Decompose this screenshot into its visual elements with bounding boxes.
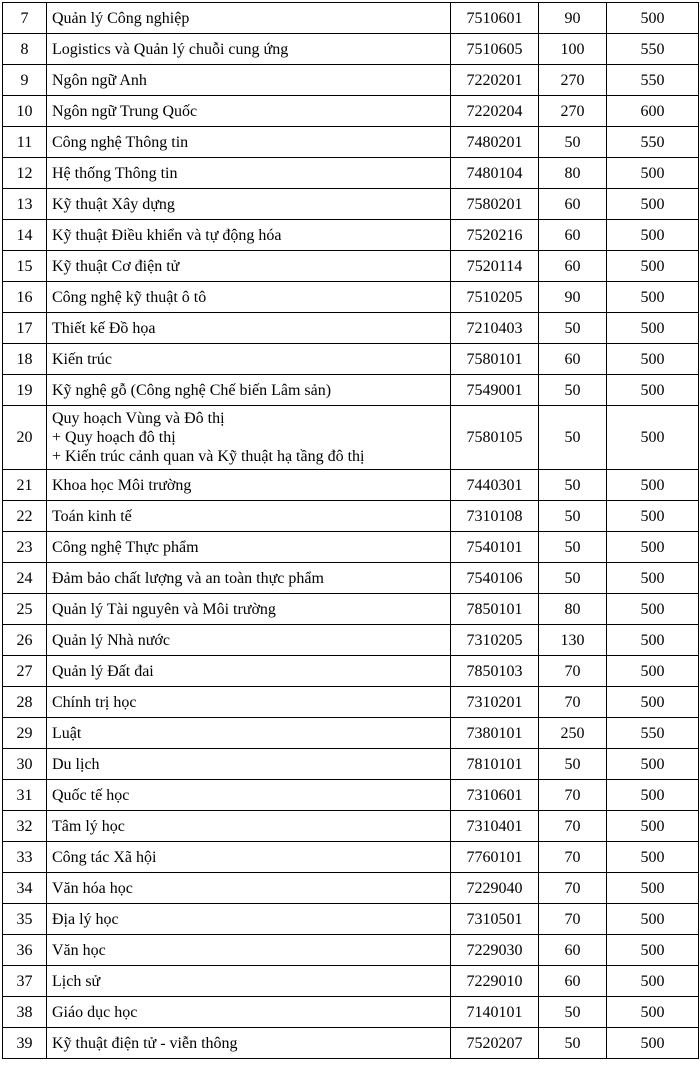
quota-cell: 80 bbox=[539, 594, 607, 625]
major-name-line: Logistics và Quản lý chuỗi cung ứng bbox=[52, 40, 289, 58]
table-row bbox=[3, 811, 699, 842]
quota-cell: 60 bbox=[539, 189, 607, 220]
quota-cell: 250 bbox=[539, 718, 607, 749]
quota-cell: 50 bbox=[539, 375, 607, 406]
major-name-cell bbox=[47, 96, 451, 127]
fee-cell: 500 bbox=[607, 966, 699, 997]
table-row bbox=[3, 3, 699, 34]
major-code-cell: 7220201 bbox=[451, 65, 539, 96]
fee-cell: 550 bbox=[607, 65, 699, 96]
major-name-line: Chính trị học bbox=[52, 693, 137, 711]
table-row bbox=[3, 966, 699, 997]
major-name-cell bbox=[47, 873, 451, 904]
major-name-cell bbox=[47, 935, 451, 966]
major-name-cell bbox=[47, 532, 451, 563]
quota-cell: 100 bbox=[539, 34, 607, 65]
quota-cell: 50 bbox=[539, 563, 607, 594]
major-code-cell: 7310108 bbox=[451, 501, 539, 532]
major-code-cell: 7480104 bbox=[451, 158, 539, 189]
table-row bbox=[3, 594, 699, 625]
row-number-cell: 16 bbox=[3, 282, 47, 313]
row-number-cell: 39 bbox=[3, 1028, 47, 1059]
table-row bbox=[3, 563, 699, 594]
table-row bbox=[3, 406, 699, 470]
major-name-line: Lịch sử bbox=[52, 972, 101, 990]
table-row bbox=[3, 1028, 699, 1059]
row-number-cell: 15 bbox=[3, 251, 47, 282]
table-row bbox=[3, 780, 699, 811]
table-row bbox=[3, 873, 699, 904]
major-name-line: Quản lý Tài nguyên và Môi trường bbox=[52, 600, 276, 618]
table-row bbox=[3, 687, 699, 718]
major-name-line: + Quy hoạch đô thị bbox=[52, 429, 176, 446]
row-number-cell: 28 bbox=[3, 687, 47, 718]
major-name-line: + Kiến trúc cảnh quan và Kỹ thuật hạ tầng đô thị bbox=[52, 448, 365, 465]
row-number-cell: 32 bbox=[3, 811, 47, 842]
major-code-cell: 7580105 bbox=[451, 406, 539, 470]
fee-cell: 500 bbox=[607, 532, 699, 563]
row-number-cell: 20 bbox=[3, 406, 47, 470]
major-name-line: Ngôn ngữ Trung Quốc bbox=[52, 102, 198, 120]
major-name-cell bbox=[47, 3, 451, 34]
fee-cell: 500 bbox=[607, 189, 699, 220]
table-row bbox=[3, 904, 699, 935]
fee-cell: 550 bbox=[607, 718, 699, 749]
row-number-cell: 22 bbox=[3, 501, 47, 532]
major-code-cell: 7310501 bbox=[451, 904, 539, 935]
quota-cell: 50 bbox=[539, 749, 607, 780]
row-number-cell: 30 bbox=[3, 749, 47, 780]
quota-cell: 70 bbox=[539, 656, 607, 687]
table-row bbox=[3, 158, 699, 189]
major-name-cell bbox=[47, 811, 451, 842]
row-number-cell: 7 bbox=[3, 3, 47, 34]
major-code-cell: 7310201 bbox=[451, 687, 539, 718]
major-code-cell: 7510605 bbox=[451, 34, 539, 65]
major-name-cell bbox=[47, 220, 451, 251]
quota-cell: 270 bbox=[539, 65, 607, 96]
quota-cell: 60 bbox=[539, 966, 607, 997]
quota-cell: 60 bbox=[539, 251, 607, 282]
row-number-cell: 18 bbox=[3, 344, 47, 375]
table-row bbox=[3, 375, 699, 406]
major-name-line: Quản lý Nhà nước bbox=[52, 631, 170, 649]
major-name-line: Kiến trúc bbox=[52, 350, 112, 368]
fee-cell: 500 bbox=[607, 811, 699, 842]
table-row bbox=[3, 501, 699, 532]
fee-cell: 500 bbox=[607, 687, 699, 718]
major-code-cell: 7229010 bbox=[451, 966, 539, 997]
major-name-cell bbox=[47, 501, 451, 532]
major-name-cell bbox=[47, 749, 451, 780]
major-name-cell bbox=[47, 997, 451, 1028]
quota-cell: 60 bbox=[539, 344, 607, 375]
row-number-cell: 35 bbox=[3, 904, 47, 935]
row-number-cell: 8 bbox=[3, 34, 47, 65]
quota-cell: 60 bbox=[539, 935, 607, 966]
major-code-cell: 7850101 bbox=[451, 594, 539, 625]
quota-cell: 70 bbox=[539, 873, 607, 904]
fee-cell: 500 bbox=[607, 935, 699, 966]
major-name-line: Hệ thống Thông tin bbox=[52, 164, 178, 182]
major-code-cell: 7140101 bbox=[451, 997, 539, 1028]
major-code-cell: 7380101 bbox=[451, 718, 539, 749]
major-code-cell: 7520114 bbox=[451, 251, 539, 282]
fee-cell: 500 bbox=[607, 344, 699, 375]
major-name-cell bbox=[47, 1028, 451, 1059]
major-name-line: Công nghệ Thông tin bbox=[52, 133, 189, 151]
quota-cell: 60 bbox=[539, 220, 607, 251]
fee-cell: 550 bbox=[607, 127, 699, 158]
major-code-cell: 7810101 bbox=[451, 749, 539, 780]
major-name-cell bbox=[47, 127, 451, 158]
table-row bbox=[3, 65, 699, 96]
major-name-cell bbox=[47, 470, 451, 501]
fee-cell: 500 bbox=[607, 997, 699, 1028]
table-row bbox=[3, 251, 699, 282]
major-name-cell bbox=[47, 625, 451, 656]
fee-cell: 500 bbox=[607, 594, 699, 625]
quota-cell: 70 bbox=[539, 904, 607, 935]
major-name-line: Quản lý Công nghiệp bbox=[52, 9, 190, 27]
major-name-line: Văn hóa học bbox=[52, 879, 133, 897]
major-code-cell: 7480201 bbox=[451, 127, 539, 158]
row-number-cell: 36 bbox=[3, 935, 47, 966]
major-name-cell bbox=[47, 687, 451, 718]
row-number-cell: 31 bbox=[3, 780, 47, 811]
major-code-cell: 7510205 bbox=[451, 282, 539, 313]
major-code-cell: 7580101 bbox=[451, 344, 539, 375]
major-name-cell bbox=[47, 718, 451, 749]
table-row bbox=[3, 656, 699, 687]
major-name-line: Quản lý Đất đai bbox=[52, 662, 154, 680]
major-name-cell bbox=[47, 65, 451, 96]
row-number-cell: 37 bbox=[3, 966, 47, 997]
major-name-line: Văn học bbox=[52, 941, 106, 959]
row-number-cell: 12 bbox=[3, 158, 47, 189]
majors-table-body bbox=[3, 3, 699, 1059]
row-number-cell: 17 bbox=[3, 313, 47, 344]
fee-cell: 500 bbox=[607, 904, 699, 935]
major-name-line: Thiết kế Đồ họa bbox=[52, 319, 156, 337]
major-code-cell: 7520207 bbox=[451, 1028, 539, 1059]
table-row bbox=[3, 718, 699, 749]
fee-cell: 500 bbox=[607, 873, 699, 904]
fee-cell: 500 bbox=[607, 220, 699, 251]
quota-cell: 50 bbox=[539, 997, 607, 1028]
quota-cell: 80 bbox=[539, 158, 607, 189]
quota-cell: 70 bbox=[539, 811, 607, 842]
major-name-line: Kỹ thuật Xây dựng bbox=[52, 195, 175, 213]
fee-cell: 500 bbox=[607, 501, 699, 532]
major-code-cell: 7310205 bbox=[451, 625, 539, 656]
table-row bbox=[3, 842, 699, 873]
major-name-line: Giáo dục học bbox=[52, 1003, 138, 1021]
table-row bbox=[3, 96, 699, 127]
row-number-cell: 14 bbox=[3, 220, 47, 251]
major-name-line: Kỹ thuật Cơ điện tử bbox=[52, 257, 180, 275]
major-name-cell bbox=[47, 966, 451, 997]
major-name-line: Quốc tế học bbox=[52, 786, 130, 804]
row-number-cell: 34 bbox=[3, 873, 47, 904]
row-number-cell: 23 bbox=[3, 532, 47, 563]
major-name-cell bbox=[47, 344, 451, 375]
major-name-line: Kỹ thuật Điều khiển và tự động hóa bbox=[52, 226, 282, 244]
major-name-line: Đảm bảo chất lượng và an toàn thực phẩm bbox=[52, 569, 324, 587]
major-code-cell: 7210403 bbox=[451, 313, 539, 344]
quota-cell: 50 bbox=[539, 470, 607, 501]
table-row bbox=[3, 532, 699, 563]
major-code-cell: 7580201 bbox=[451, 189, 539, 220]
row-number-cell: 24 bbox=[3, 563, 47, 594]
fee-cell: 500 bbox=[607, 375, 699, 406]
major-code-cell: 7540106 bbox=[451, 563, 539, 594]
fee-cell: 500 bbox=[607, 1028, 699, 1059]
major-name-line: Khoa học Môi trường bbox=[52, 476, 192, 494]
major-name-line: Ngôn ngữ Anh bbox=[52, 71, 147, 89]
table-row bbox=[3, 127, 699, 158]
fee-cell: 500 bbox=[607, 842, 699, 873]
table-row bbox=[3, 749, 699, 780]
major-code-cell: 7310601 bbox=[451, 780, 539, 811]
quota-cell: 50 bbox=[539, 501, 607, 532]
major-name-line: Tâm lý học bbox=[52, 817, 125, 835]
major-name-line: Công nghệ kỹ thuật ô tô bbox=[52, 288, 207, 306]
fee-cell: 500 bbox=[607, 563, 699, 594]
table-row bbox=[3, 935, 699, 966]
row-number-cell: 19 bbox=[3, 375, 47, 406]
row-number-cell: 21 bbox=[3, 470, 47, 501]
major-name-line: Công nghệ Thực phẩm bbox=[52, 538, 199, 556]
quota-cell: 70 bbox=[539, 780, 607, 811]
quota-cell: 70 bbox=[539, 687, 607, 718]
major-name-cell bbox=[47, 251, 451, 282]
table-row bbox=[3, 997, 699, 1028]
quota-cell: 50 bbox=[539, 127, 607, 158]
major-name-cell bbox=[47, 842, 451, 873]
row-number-cell: 11 bbox=[3, 127, 47, 158]
row-number-cell: 26 bbox=[3, 625, 47, 656]
row-number-cell: 9 bbox=[3, 65, 47, 96]
major-name-line: Luật bbox=[52, 724, 82, 742]
major-code-cell: 7510601 bbox=[451, 3, 539, 34]
quota-cell: 50 bbox=[539, 1028, 607, 1059]
table-row bbox=[3, 470, 699, 501]
quota-cell: 50 bbox=[539, 532, 607, 563]
major-name-cell bbox=[47, 594, 451, 625]
major-name-cell bbox=[47, 904, 451, 935]
row-number-cell: 25 bbox=[3, 594, 47, 625]
major-name-line: Du lịch bbox=[52, 755, 100, 773]
major-code-cell: 7220204 bbox=[451, 96, 539, 127]
major-code-cell: 7440301 bbox=[451, 470, 539, 501]
major-name-cell bbox=[47, 375, 451, 406]
major-name-cell bbox=[47, 406, 451, 470]
fee-cell: 500 bbox=[607, 158, 699, 189]
fee-cell: 500 bbox=[607, 656, 699, 687]
row-number-cell: 13 bbox=[3, 189, 47, 220]
major-name-cell bbox=[47, 282, 451, 313]
major-name-cell bbox=[47, 656, 451, 687]
major-name-cell bbox=[47, 34, 451, 65]
table-row bbox=[3, 220, 699, 251]
table-row bbox=[3, 344, 699, 375]
major-code-cell: 7760101 bbox=[451, 842, 539, 873]
quota-cell: 270 bbox=[539, 96, 607, 127]
quota-cell: 90 bbox=[539, 282, 607, 313]
quota-cell: 50 bbox=[539, 313, 607, 344]
major-code-cell: 7850103 bbox=[451, 656, 539, 687]
table-row bbox=[3, 34, 699, 65]
row-number-cell: 27 bbox=[3, 656, 47, 687]
row-number-cell: 38 bbox=[3, 997, 47, 1028]
major-name-line: Kỹ thuật điện tử - viễn thông bbox=[52, 1034, 238, 1052]
fee-cell: 500 bbox=[607, 470, 699, 501]
major-name-line: Địa lý học bbox=[52, 910, 119, 928]
row-number-cell: 10 bbox=[3, 96, 47, 127]
fee-cell: 500 bbox=[607, 313, 699, 344]
major-code-cell: 7540101 bbox=[451, 532, 539, 563]
majors-table bbox=[2, 2, 699, 1059]
fee-cell: 500 bbox=[607, 3, 699, 34]
table-row bbox=[3, 189, 699, 220]
major-code-cell: 7229040 bbox=[451, 873, 539, 904]
fee-cell: 550 bbox=[607, 34, 699, 65]
major-name-cell bbox=[47, 313, 451, 344]
quota-cell: 130 bbox=[539, 625, 607, 656]
quota-cell: 90 bbox=[539, 3, 607, 34]
major-code-cell: 7549001 bbox=[451, 375, 539, 406]
table-row bbox=[3, 282, 699, 313]
fee-cell: 500 bbox=[607, 251, 699, 282]
row-number-cell: 33 bbox=[3, 842, 47, 873]
major-code-cell: 7229030 bbox=[451, 935, 539, 966]
major-name-cell bbox=[47, 563, 451, 594]
table-row bbox=[3, 313, 699, 344]
major-name-line: Kỹ nghệ gỗ (Công nghệ Chế biến Lâm sản) bbox=[52, 381, 332, 399]
quota-cell: 70 bbox=[539, 842, 607, 873]
fee-cell: 500 bbox=[607, 406, 699, 470]
major-name-cell bbox=[47, 189, 451, 220]
major-name-cell bbox=[47, 780, 451, 811]
major-name-line: Toán kinh tế bbox=[52, 507, 132, 525]
quota-cell: 50 bbox=[539, 406, 607, 470]
major-name-line: Quy hoạch Vùng và Đô thị bbox=[52, 410, 225, 427]
major-name-line: Công tác Xã hội bbox=[52, 848, 157, 866]
row-number-cell: 29 bbox=[3, 718, 47, 749]
major-code-cell: 7310401 bbox=[451, 811, 539, 842]
fee-cell: 500 bbox=[607, 282, 699, 313]
fee-cell: 500 bbox=[607, 749, 699, 780]
fee-cell: 500 bbox=[607, 625, 699, 656]
fee-cell: 500 bbox=[607, 780, 699, 811]
major-code-cell: 7520216 bbox=[451, 220, 539, 251]
table-row bbox=[3, 625, 699, 656]
major-name-cell bbox=[47, 158, 451, 189]
fee-cell: 600 bbox=[607, 96, 699, 127]
